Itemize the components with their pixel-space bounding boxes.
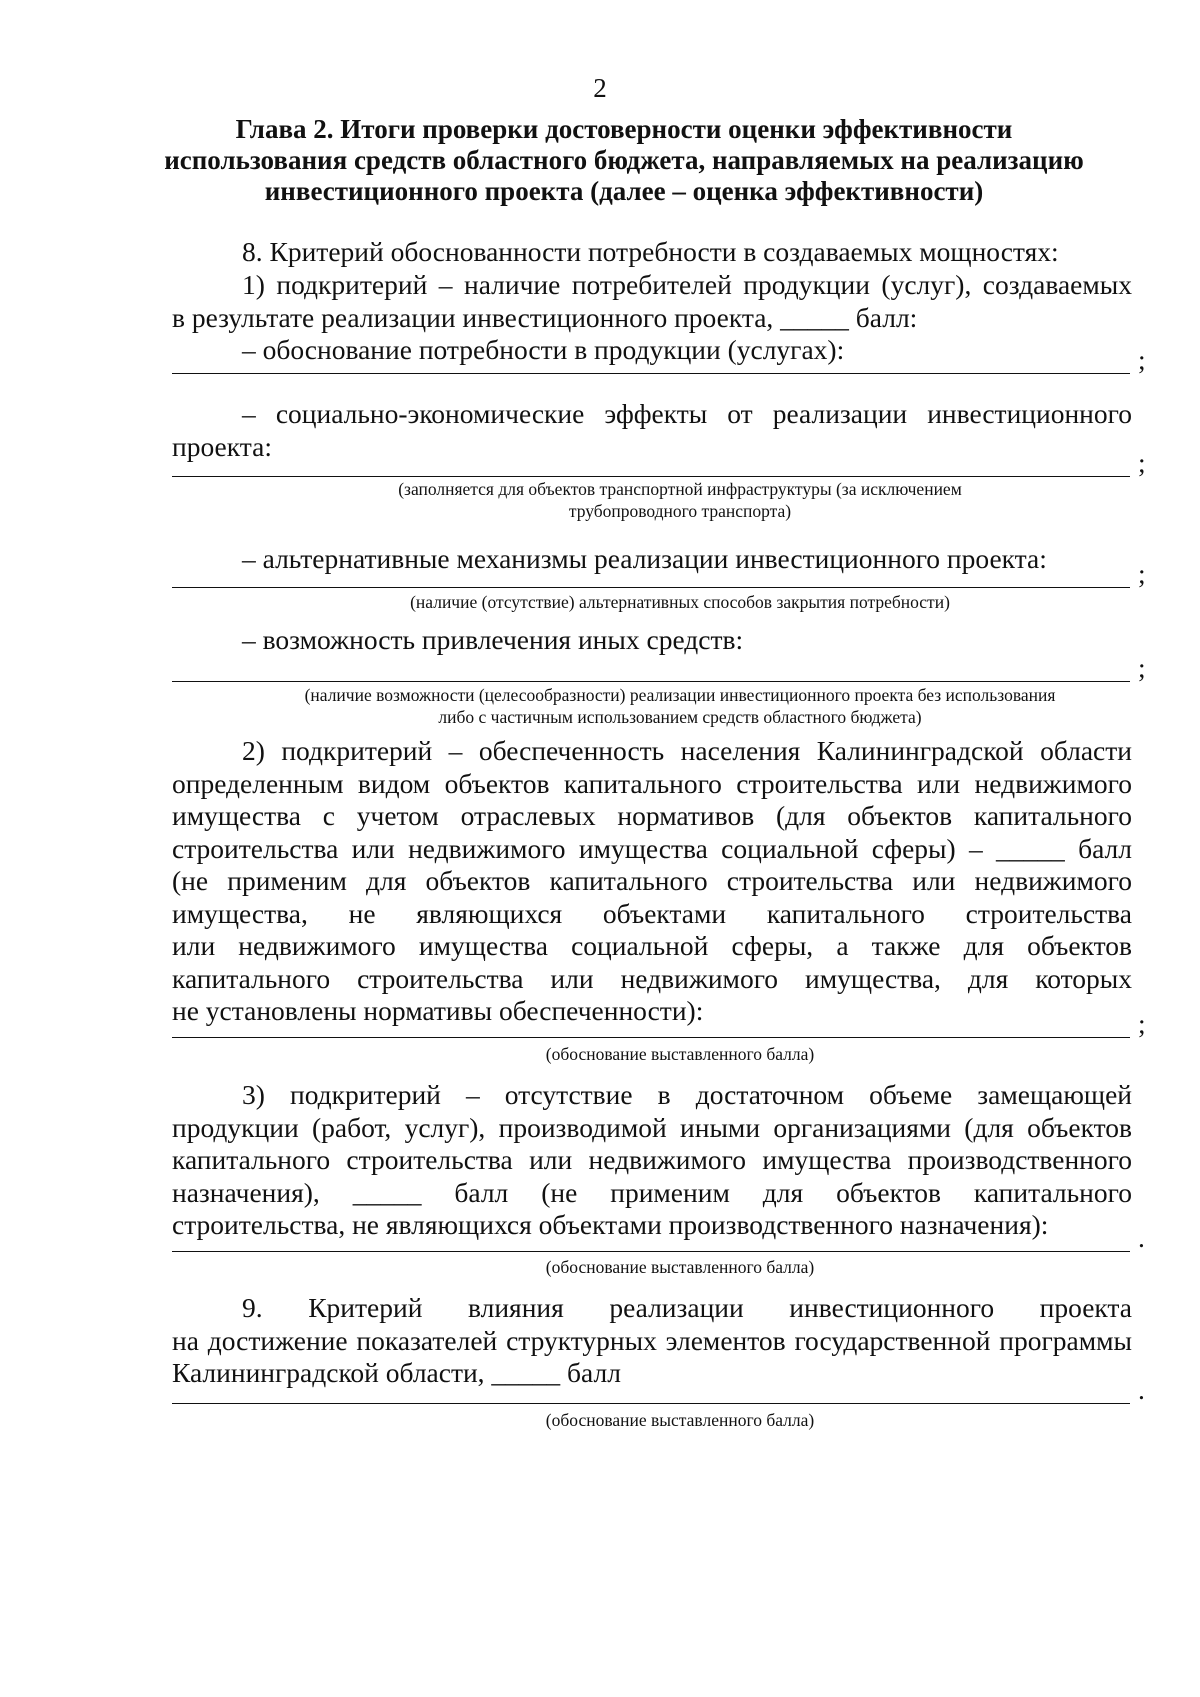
line-end-mark: ; <box>1138 447 1146 478</box>
alternative-mechanisms-note: (наличие (отсутствие) альтернативных способов закрытия потребности) <box>410 592 950 612</box>
chapter-title-line: использования средств областного бюджета, направляемых на реализацию <box>164 145 1084 175</box>
subcriterion-2-line: 2) подкритерий – обеспеченность населения Калининградской области <box>242 735 1132 766</box>
subcriterion-2 <box>172 735 1132 1028</box>
socio-economic-blank <box>172 447 1152 479</box>
fill-in-line <box>172 1403 1130 1404</box>
subcriterion-3-line: строительства, не являющихся объектами производственного назначения): <box>172 1209 1049 1240</box>
subcriterion-3-line: 3) подкритерий – отсутствие в достаточном объеме замещающей <box>242 1079 1132 1110</box>
line-end-mark: . <box>1138 1374 1145 1405</box>
chapter-title-line: инвестиционного проекта (далее – оценка эффективности) <box>264 176 984 206</box>
other-funds-blank <box>172 652 1152 684</box>
subcriterion-2-line: капитального строительства или недвижимого имущества, для которых <box>172 962 1132 994</box>
page-number: 2 <box>593 73 607 103</box>
subcriterion-2-line: имущества, не являющихся объектами капитального строительства <box>172 897 1132 929</box>
fill-in-line <box>172 1251 1130 1252</box>
line-end-mark: ; <box>1138 344 1146 375</box>
note-line: (заполняется для объектов транспортной инфраструктуры (за исключением <box>398 479 962 499</box>
need-justification-blank <box>172 344 1152 376</box>
subcriterion-2-line: определенным видом объектов капитального строительства или недвижимого <box>172 767 1132 799</box>
socio-economic-line: проекта: <box>172 430 272 462</box>
fill-in-line <box>172 1037 1130 1038</box>
subcriterion-1-line: в результате реализации инвестиционного проекта, _____ балл: <box>172 301 918 333</box>
other-funds-note <box>200 684 1160 728</box>
criterion-9-blank <box>172 1374 1152 1406</box>
fill-in-line <box>172 373 1130 374</box>
subcriterion-3-blank <box>172 1222 1152 1254</box>
subcriterion-2-line: строительства или недвижимого имущества социальной сферы) – _____ балл <box>172 832 1132 864</box>
fill-in-line <box>172 587 1130 588</box>
criterion-9-note: (обоснование выставленного балла) <box>545 1410 815 1430</box>
alternative-mechanisms-blank <box>172 558 1152 590</box>
subcriterion-2-line: (не применим для объектов капитального строительства или недвижимого <box>172 865 1132 896</box>
criterion-9-line: на достижение показателей структурных элементов государственной программы <box>172 1324 1132 1356</box>
chapter-title <box>158 114 1090 207</box>
line-end-mark: . <box>1138 1222 1145 1253</box>
subcriterion-1-line: 1) подкритерий – наличие потребителей продукции (услуг), создаваемых <box>242 269 1132 300</box>
subcriterion-2-line: или недвижимого имущества социальной сферы, а также для объектов <box>172 930 1132 961</box>
note-line: трубопроводного транспорта) <box>568 501 792 521</box>
subcriterion-2-line: имущества с учетом отраслевых нормативов (для объектов капитального <box>172 800 1132 831</box>
criterion-9-line: Калининградской области, _____ балл <box>172 1357 621 1388</box>
line-end-mark: ; <box>1138 652 1146 683</box>
criterion-8-heading: 8. Критерий обоснованности потребности в создаваемых мощностях: <box>242 236 1059 267</box>
subcriterion-3 <box>172 1079 1132 1242</box>
note-line: (наличие возможности (целесообразности) реализации инвестиционного проекта без использования <box>304 685 1056 705</box>
subcriterion-1 <box>172 269 1132 334</box>
fill-in-line <box>172 476 1130 477</box>
line-end-mark: ; <box>1138 558 1146 589</box>
chapter-title-line: Глава 2. Итоги проверки достоверности оценки эффективности <box>235 114 1013 144</box>
subcriterion-2-blank <box>172 1008 1152 1040</box>
subcriterion-3-line: продукции (работ, услуг), производимой иными организациями (для объектов <box>172 1111 1132 1143</box>
note-line: либо с частичным использованием средств областного бюджета) <box>438 707 922 727</box>
fill-in-line <box>172 681 1130 682</box>
subcriterion-3-note: (обоснование выставленного балла) <box>545 1257 815 1277</box>
subcriterion-3-line: капитального строительства или недвижимого имущества производственного <box>172 1144 1132 1175</box>
need-justification-label: – обоснование потребности в продукции (услугах): <box>242 334 845 365</box>
socio-economic-line: – социально-экономические эффекты от реализации инвестиционного <box>242 398 1132 429</box>
subcriterion-2-note: (обоснование выставленного балла) <box>545 1044 815 1064</box>
other-funds-label: – возможность привлечения иных средств: <box>242 624 744 655</box>
subcriterion-3-line: назначения), _____ балл (не применим для объектов капитального <box>172 1176 1132 1208</box>
socio-economic-note <box>300 478 1060 522</box>
line-end-mark: ; <box>1138 1008 1146 1039</box>
alternative-mechanisms-label: – альтернативные механизмы реализации инвестиционного проекта: <box>242 543 1047 574</box>
criterion-9-line: 9. Критерий влияния реализации инвестиционного проекта <box>242 1292 1132 1323</box>
subcriterion-2-line: не установлены нормативы обеспеченности): <box>172 995 704 1026</box>
